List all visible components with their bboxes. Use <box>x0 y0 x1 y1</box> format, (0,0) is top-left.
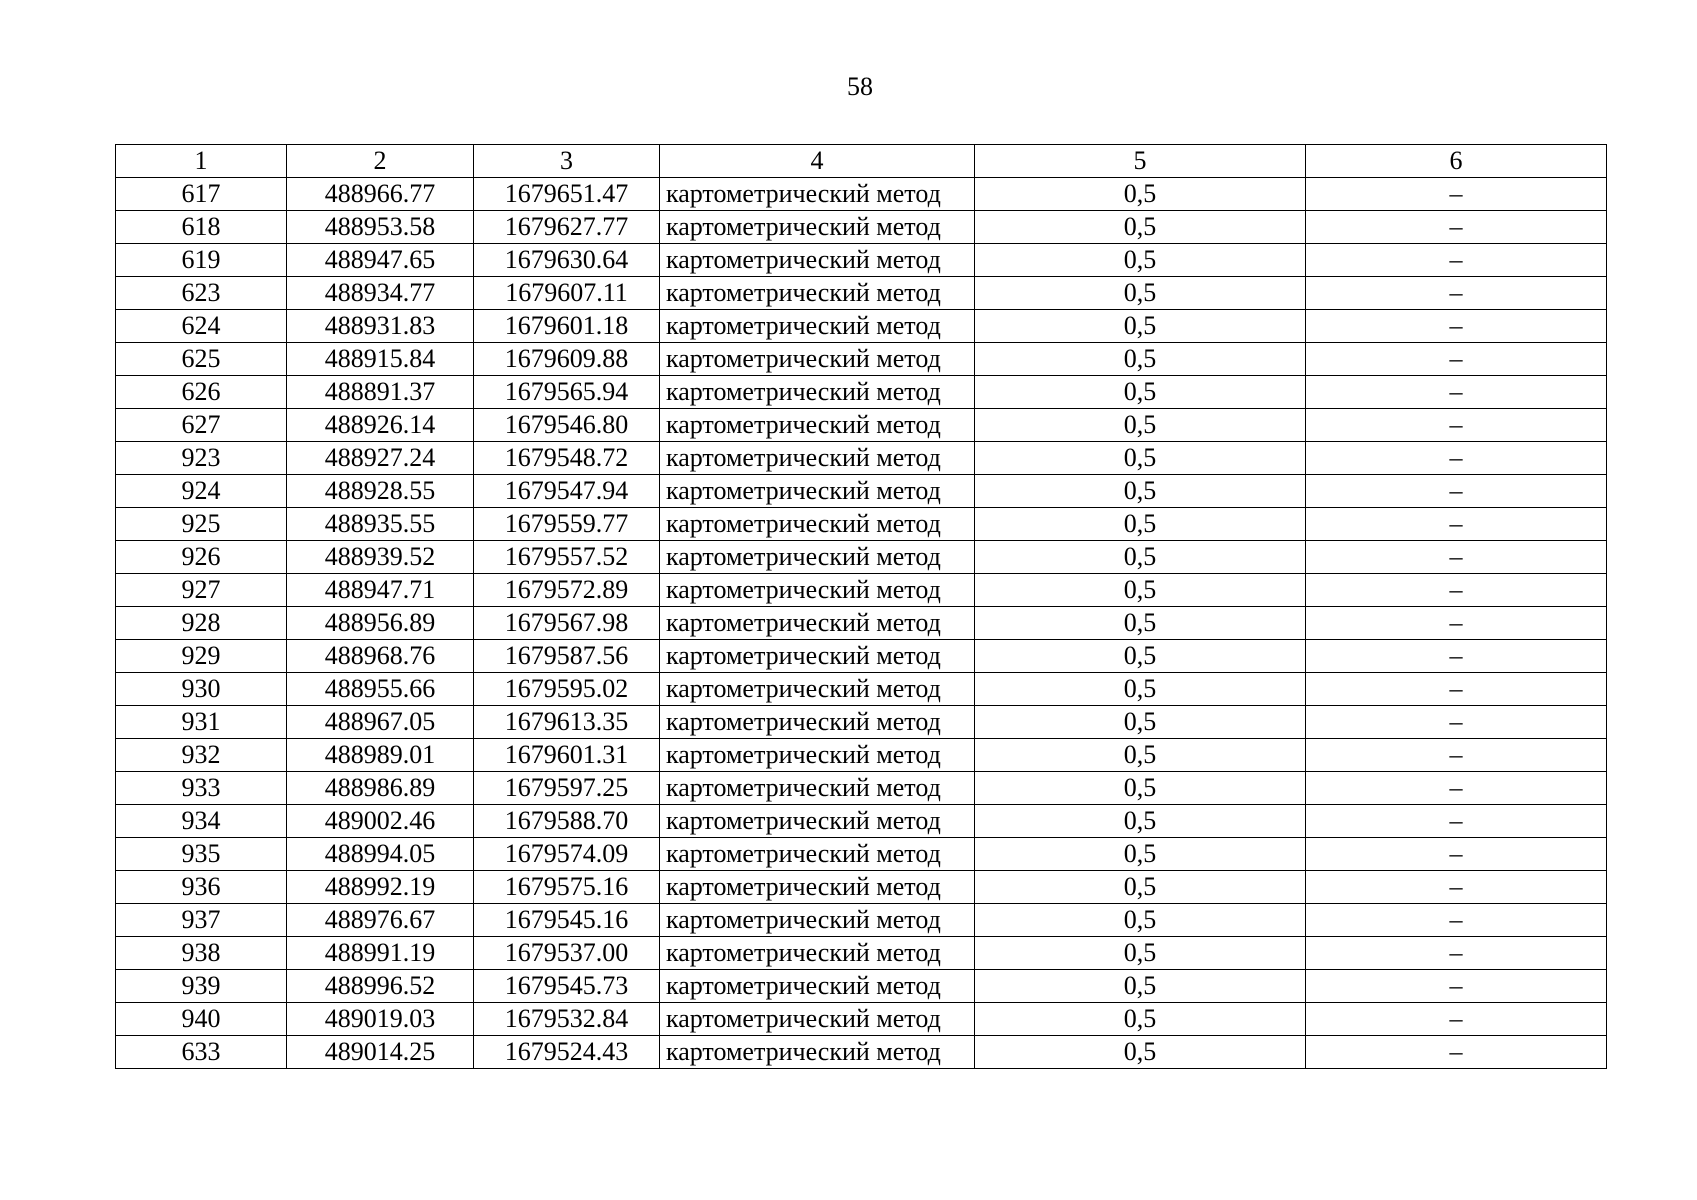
x-coordinate-cell: 488968.76 <box>287 640 474 673</box>
table-row <box>116 706 1607 739</box>
note-cell: – <box>1306 739 1607 772</box>
table-row <box>116 211 1607 244</box>
note-cell: – <box>1306 805 1607 838</box>
x-coordinate-cell: 488934.77 <box>287 277 474 310</box>
y-coordinate-cell: 1679651.47 <box>474 178 660 211</box>
accuracy-cell: 0,5 <box>975 211 1306 244</box>
x-coordinate-cell: 488986.89 <box>287 772 474 805</box>
point-number-cell: 625 <box>116 343 287 376</box>
accuracy-cell: 0,5 <box>975 838 1306 871</box>
note-cell: – <box>1306 673 1607 706</box>
note-cell: – <box>1306 310 1607 343</box>
y-coordinate-cell: 1679545.73 <box>474 970 660 1003</box>
table-row <box>116 904 1607 937</box>
x-coordinate-cell: 488931.83 <box>287 310 474 343</box>
method-cell: картометрический метод <box>660 475 975 508</box>
y-coordinate-cell: 1679609.88 <box>474 343 660 376</box>
table-row <box>116 1036 1607 1069</box>
point-number-cell: 626 <box>116 376 287 409</box>
method-cell: картометрический метод <box>660 805 975 838</box>
x-coordinate-cell: 488966.77 <box>287 178 474 211</box>
point-number-cell: 940 <box>116 1003 287 1036</box>
note-cell: – <box>1306 574 1607 607</box>
y-coordinate-cell: 1679613.35 <box>474 706 660 739</box>
x-coordinate-cell: 488947.71 <box>287 574 474 607</box>
method-cell: картометрический метод <box>660 1003 975 1036</box>
point-number-cell: 623 <box>116 277 287 310</box>
table-header-row <box>116 145 1607 178</box>
point-number-cell: 930 <box>116 673 287 706</box>
accuracy-cell: 0,5 <box>975 739 1306 772</box>
accuracy-cell: 0,5 <box>975 871 1306 904</box>
method-cell: картометрический метод <box>660 442 975 475</box>
point-number-cell: 928 <box>116 607 287 640</box>
accuracy-cell: 0,5 <box>975 508 1306 541</box>
point-number-cell: 932 <box>116 739 287 772</box>
note-cell: – <box>1306 937 1607 970</box>
y-coordinate-cell: 1679607.11 <box>474 277 660 310</box>
accuracy-cell: 0,5 <box>975 442 1306 475</box>
note-cell: – <box>1306 442 1607 475</box>
x-coordinate-cell: 488939.52 <box>287 541 474 574</box>
method-cell: картометрический метод <box>660 871 975 904</box>
y-coordinate-cell: 1679557.52 <box>474 541 660 574</box>
x-coordinate-cell: 488992.19 <box>287 871 474 904</box>
method-cell: картометрический метод <box>660 574 975 607</box>
y-coordinate-cell: 1679595.02 <box>474 673 660 706</box>
point-number-cell: 923 <box>116 442 287 475</box>
accuracy-cell: 0,5 <box>975 244 1306 277</box>
y-coordinate-cell: 1679601.31 <box>474 739 660 772</box>
x-coordinate-cell: 489002.46 <box>287 805 474 838</box>
method-cell: картометрический метод <box>660 409 975 442</box>
note-cell: – <box>1306 508 1607 541</box>
y-coordinate-cell: 1679524.43 <box>474 1036 660 1069</box>
accuracy-cell: 0,5 <box>975 937 1306 970</box>
y-coordinate-cell: 1679630.64 <box>474 244 660 277</box>
note-cell: – <box>1306 706 1607 739</box>
y-coordinate-cell: 1679547.94 <box>474 475 660 508</box>
table-row <box>116 409 1607 442</box>
method-cell: картометрический метод <box>660 508 975 541</box>
method-cell: картометрический метод <box>660 310 975 343</box>
x-coordinate-cell: 488989.01 <box>287 739 474 772</box>
method-cell: картометрический метод <box>660 376 975 409</box>
x-coordinate-cell: 488953.58 <box>287 211 474 244</box>
x-coordinate-cell: 488967.05 <box>287 706 474 739</box>
y-coordinate-cell: 1679574.09 <box>474 838 660 871</box>
note-cell: – <box>1306 871 1607 904</box>
header-cell-5: 5 <box>975 145 1306 178</box>
table-row <box>116 244 1607 277</box>
note-cell: – <box>1306 376 1607 409</box>
point-number-cell: 924 <box>116 475 287 508</box>
note-cell: – <box>1306 1036 1607 1069</box>
header-cell-6: 6 <box>1306 145 1607 178</box>
accuracy-cell: 0,5 <box>975 541 1306 574</box>
table-row <box>116 343 1607 376</box>
table-row <box>116 541 1607 574</box>
accuracy-cell: 0,5 <box>975 277 1306 310</box>
y-coordinate-cell: 1679587.56 <box>474 640 660 673</box>
method-cell: картометрический метод <box>660 343 975 376</box>
accuracy-cell: 0,5 <box>975 178 1306 211</box>
y-coordinate-cell: 1679565.94 <box>474 376 660 409</box>
method-cell: картометрический метод <box>660 706 975 739</box>
x-coordinate-cell: 488991.19 <box>287 937 474 970</box>
note-cell: – <box>1306 277 1607 310</box>
point-number-cell: 618 <box>116 211 287 244</box>
accuracy-cell: 0,5 <box>975 1036 1306 1069</box>
note-cell: – <box>1306 211 1607 244</box>
note-cell: – <box>1306 772 1607 805</box>
method-cell: картометрический метод <box>660 838 975 871</box>
method-cell: картометрический метод <box>660 1036 975 1069</box>
x-coordinate-cell: 488996.52 <box>287 970 474 1003</box>
method-cell: картометрический метод <box>660 673 975 706</box>
table-row <box>116 871 1607 904</box>
x-coordinate-cell: 488976.67 <box>287 904 474 937</box>
note-cell: – <box>1306 541 1607 574</box>
header-cell-4: 4 <box>660 145 975 178</box>
table-row <box>116 805 1607 838</box>
x-coordinate-cell: 488956.89 <box>287 607 474 640</box>
method-cell: картометрический метод <box>660 541 975 574</box>
point-number-cell: 927 <box>116 574 287 607</box>
y-coordinate-cell: 1679546.80 <box>474 409 660 442</box>
y-coordinate-cell: 1679627.77 <box>474 211 660 244</box>
x-coordinate-cell: 489019.03 <box>287 1003 474 1036</box>
note-cell: – <box>1306 244 1607 277</box>
accuracy-cell: 0,5 <box>975 1003 1306 1036</box>
method-cell: картометрический метод <box>660 277 975 310</box>
x-coordinate-cell: 488891.37 <box>287 376 474 409</box>
method-cell: картометрический метод <box>660 739 975 772</box>
point-number-cell: 633 <box>116 1036 287 1069</box>
point-number-cell: 624 <box>116 310 287 343</box>
y-coordinate-cell: 1679559.77 <box>474 508 660 541</box>
table-row <box>116 607 1607 640</box>
point-number-cell: 936 <box>116 871 287 904</box>
table-row <box>116 838 1607 871</box>
y-coordinate-cell: 1679572.89 <box>474 574 660 607</box>
x-coordinate-cell: 488927.24 <box>287 442 474 475</box>
table-row <box>116 673 1607 706</box>
point-number-cell: 619 <box>116 244 287 277</box>
accuracy-cell: 0,5 <box>975 970 1306 1003</box>
x-coordinate-cell: 488955.66 <box>287 673 474 706</box>
header-cell-1: 1 <box>116 145 287 178</box>
point-number-cell: 939 <box>116 970 287 1003</box>
y-coordinate-cell: 1679597.25 <box>474 772 660 805</box>
coordinates-table <box>115 144 1607 1069</box>
table-row <box>116 376 1607 409</box>
method-cell: картометрический метод <box>660 937 975 970</box>
y-coordinate-cell: 1679567.98 <box>474 607 660 640</box>
note-cell: – <box>1306 904 1607 937</box>
method-cell: картометрический метод <box>660 772 975 805</box>
table-row <box>116 475 1607 508</box>
table-row <box>116 574 1607 607</box>
accuracy-cell: 0,5 <box>975 706 1306 739</box>
accuracy-cell: 0,5 <box>975 805 1306 838</box>
accuracy-cell: 0,5 <box>975 343 1306 376</box>
table-row <box>116 970 1607 1003</box>
point-number-cell: 617 <box>116 178 287 211</box>
y-coordinate-cell: 1679601.18 <box>474 310 660 343</box>
header-cell-3: 3 <box>474 145 660 178</box>
note-cell: – <box>1306 640 1607 673</box>
point-number-cell: 933 <box>116 772 287 805</box>
table-row <box>116 310 1607 343</box>
y-coordinate-cell: 1679575.16 <box>474 871 660 904</box>
x-coordinate-cell: 488994.05 <box>287 838 474 871</box>
method-cell: картометрический метод <box>660 640 975 673</box>
accuracy-cell: 0,5 <box>975 904 1306 937</box>
point-number-cell: 926 <box>116 541 287 574</box>
accuracy-cell: 0,5 <box>975 772 1306 805</box>
note-cell: – <box>1306 178 1607 211</box>
note-cell: – <box>1306 1003 1607 1036</box>
y-coordinate-cell: 1679588.70 <box>474 805 660 838</box>
point-number-cell: 934 <box>116 805 287 838</box>
point-number-cell: 937 <box>116 904 287 937</box>
x-coordinate-cell: 488935.55 <box>287 508 474 541</box>
point-number-cell: 931 <box>116 706 287 739</box>
table-body <box>116 145 1607 1069</box>
note-cell: – <box>1306 970 1607 1003</box>
method-cell: картометрический метод <box>660 178 975 211</box>
x-coordinate-cell: 488928.55 <box>287 475 474 508</box>
note-cell: – <box>1306 838 1607 871</box>
note-cell: – <box>1306 607 1607 640</box>
y-coordinate-cell: 1679532.84 <box>474 1003 660 1036</box>
table-row <box>116 937 1607 970</box>
x-coordinate-cell: 489014.25 <box>287 1036 474 1069</box>
method-cell: картометрический метод <box>660 211 975 244</box>
note-cell: – <box>1306 343 1607 376</box>
method-cell: картометрический метод <box>660 607 975 640</box>
accuracy-cell: 0,5 <box>975 607 1306 640</box>
page-number: 58 <box>847 72 873 101</box>
point-number-cell: 929 <box>116 640 287 673</box>
table-row <box>116 1003 1607 1036</box>
accuracy-cell: 0,5 <box>975 409 1306 442</box>
table-row <box>116 508 1607 541</box>
x-coordinate-cell: 488926.14 <box>287 409 474 442</box>
point-number-cell: 627 <box>116 409 287 442</box>
method-cell: картометрический метод <box>660 244 975 277</box>
point-number-cell: 938 <box>116 937 287 970</box>
method-cell: картометрический метод <box>660 904 975 937</box>
y-coordinate-cell: 1679548.72 <box>474 442 660 475</box>
table-row <box>116 277 1607 310</box>
table-row <box>116 178 1607 211</box>
accuracy-cell: 0,5 <box>975 673 1306 706</box>
accuracy-cell: 0,5 <box>975 376 1306 409</box>
y-coordinate-cell: 1679545.16 <box>474 904 660 937</box>
accuracy-cell: 0,5 <box>975 310 1306 343</box>
point-number-cell: 935 <box>116 838 287 871</box>
method-cell: картометрический метод <box>660 970 975 1003</box>
header-cell-2: 2 <box>287 145 474 178</box>
accuracy-cell: 0,5 <box>975 640 1306 673</box>
x-coordinate-cell: 488915.84 <box>287 343 474 376</box>
y-coordinate-cell: 1679537.00 <box>474 937 660 970</box>
x-coordinate-cell: 488947.65 <box>287 244 474 277</box>
accuracy-cell: 0,5 <box>975 475 1306 508</box>
table-row <box>116 739 1607 772</box>
table-row <box>116 640 1607 673</box>
point-number-cell: 925 <box>116 508 287 541</box>
table-row <box>116 772 1607 805</box>
table-row <box>116 442 1607 475</box>
accuracy-cell: 0,5 <box>975 574 1306 607</box>
note-cell: – <box>1306 475 1607 508</box>
note-cell: – <box>1306 409 1607 442</box>
